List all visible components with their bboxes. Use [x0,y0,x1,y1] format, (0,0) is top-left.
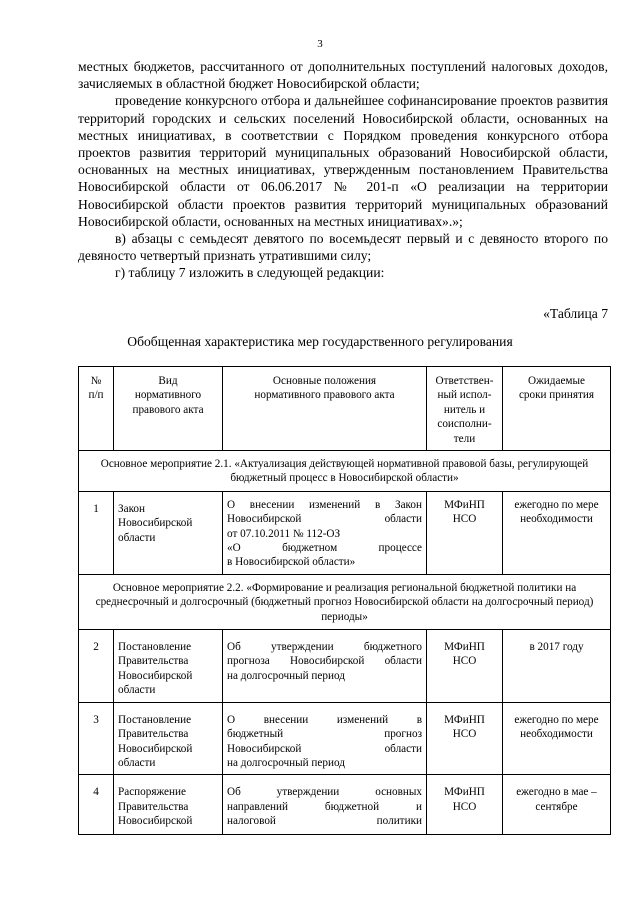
section-title-2-2: Основное мероприятие 2.2. «Формирование и реализация региональной бюджетной политики на среднесрочный и долгосрочный (бюджетный прогноз Новосибирской области на долгосрочный период) периоды» [79,574,611,629]
row-content [223,702,427,775]
row-content-line: прогноза Новосибирской области [227,655,422,668]
row-content-line: Новосибирской области [227,742,422,755]
row-type: Постановление Правительства Новосибирской области [114,630,223,703]
row-type: Постановление Правительства Новосибирской области [114,702,223,775]
table-row [79,630,611,703]
table-label: «Таблица 7 [543,306,608,321]
header-type: Вид нормативного правового акта [114,367,223,451]
table-row [79,491,611,574]
table-row [79,702,611,775]
row-type: Закон Новосибирской области [114,491,223,574]
header-term: Ожидаемые сроки принятия [503,367,611,451]
section-row [79,451,611,492]
row-executor: МФиНП НСО [427,775,503,835]
row-content-line: на долгосрочный период [227,756,345,769]
header-num: № п/п [79,367,114,451]
row-content-line: налоговой политики [227,815,422,828]
body-text [78,58,608,282]
row-term: ежегодно по мере необходимости [503,702,611,775]
section-row [79,574,611,629]
row-content-line: О внесении изменений в Закон [227,498,422,511]
header-content: Основные положения нормативного правового акта [223,367,427,451]
row-content [223,491,427,574]
table-header-row [79,367,611,451]
row-executor: МФиНП НСО [427,702,503,775]
row-num: 4 [79,775,114,835]
row-content-line: О внесении изменений в [227,713,422,726]
table-row [79,775,611,835]
row-executor: МФиНП НСО [427,630,503,703]
page-number: 3 [317,38,323,50]
row-content-line: Новосибирской области [227,513,422,526]
row-content [223,775,427,835]
row-content-line: в Новосибирской области» [227,556,356,569]
row-type: Распоряжение Правительства Новосибирской [114,775,223,835]
row-num: 3 [79,702,114,775]
row-num: 1 [79,491,114,574]
paragraph-2: проведение конкурсного отбора и дальнейшее софинансирование проектов развития территорий городских и сельских поселений Новосибирской области, основанных на местных инициативах, в соответствии с Порядком проведения конкурсного отбора проектов развития территорий муниципальных образований Новосибирской области, основанных на местных инициативах, утвержденным постановлением Правительства Новосибирской области от 06.06.2017 № 201-п «О реализации на территории Новосибирской области проектов развития территорий муниципальных образований Новосибирской области, основанных на местных инициативах».»; [78,93,608,229]
section-title-2-1: Основное мероприятие 2.1. «Актуализация действующей нормативной правовой базы, регулирующей бюджетный процесс в Новосибирской области» [79,451,611,492]
table-title: Обобщенная характеристика мер государственного регулирования [127,334,513,349]
row-executor: МФиНП НСО [427,491,503,574]
row-term: в 2017 году [503,630,611,703]
row-content-line: «О бюджетном процессе [227,542,422,555]
paragraph-1: местных бюджетов, рассчитанного от дополнительных поступлений налоговых доходов, зачисляемых в областной бюджет Новосибирской области; [78,59,608,92]
row-content-line: направлений бюджетной и [227,800,422,813]
row-term: ежегодно по мере необходимости [503,491,611,574]
row-content [223,630,427,703]
paragraph-4: г) таблицу 7 изложить в следующей редакции: [115,265,385,281]
paragraph-3: в) абзацы с семьдесят девятого по восемьдесят первый и с девяносто второго по девяносто четвертый признать утратившими силу; [78,231,608,264]
regulation-table [78,366,611,835]
row-content-line: Об утверждении бюджетного [227,641,422,654]
row-content-line: бюджетный прогноз [227,728,422,741]
row-content-line: на долгосрочный период [227,669,345,682]
header-executor: Ответствен-ный испол-нитель и соисполни-тели [427,367,503,451]
row-content-line: от 07.10.2011 № 112-ОЗ [227,527,341,540]
row-num: 2 [79,630,114,703]
row-term: ежегодно в мае –сентябре [503,775,611,835]
row-content-line: Об утверждении основных [227,786,422,799]
